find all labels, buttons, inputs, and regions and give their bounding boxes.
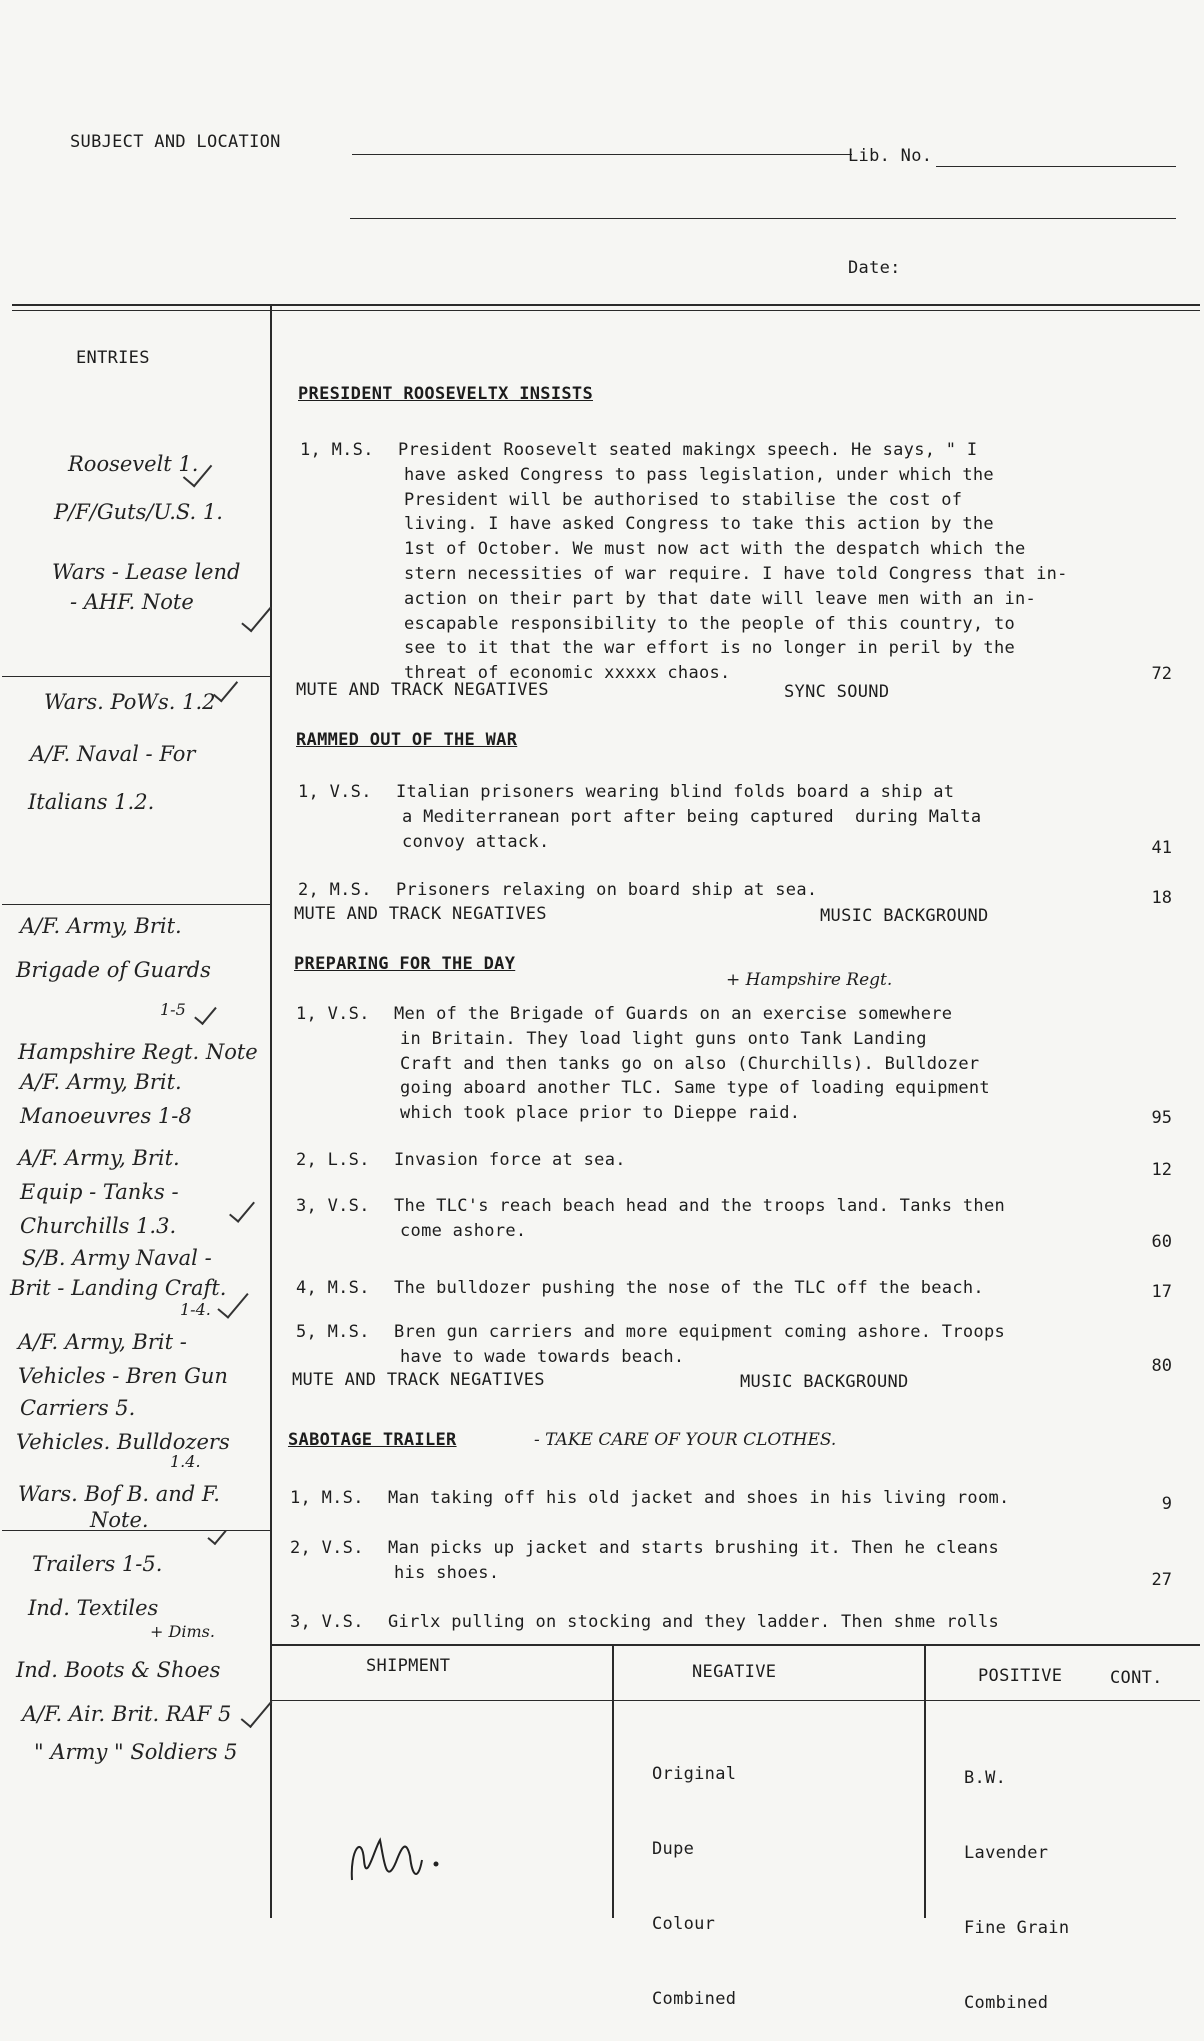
shot-description-line: The TLC's reach beach head and the troops land. Tanks then [394, 1196, 1006, 1216]
entry-line: Italians 1.2. [28, 790, 155, 814]
shot-description-line: Girlx pulling on stocking and they ladder. Then shme rolls [388, 1612, 1000, 1632]
sound-type-label: SYNC SOUND [784, 682, 890, 702]
entry-line: Vehicles. Bulldozers [16, 1430, 230, 1454]
shot-description-line: in Britain. They load light guns onto Tank Landing [400, 1028, 927, 1049]
shot-description-line: have asked Congress to pass legislation, under which the [404, 464, 994, 485]
sound-track-label: MUTE AND TRACK NEGATIVES [294, 904, 547, 924]
entry-line: 1.4. [170, 1452, 201, 1471]
shot-description-line: which took place prior to Dieppe raid. [400, 1103, 801, 1124]
shot-description-line: convoy attack. [402, 831, 550, 852]
footer-rule [270, 1644, 1200, 1646]
negative-option: Colour [652, 1914, 716, 1934]
shot-description-line: living. I have asked Congress to take this action by the [404, 514, 994, 535]
shot-label: 3, V.S. [290, 1612, 364, 1632]
shot-label: 1, V.S. [296, 1004, 370, 1024]
story-title: SABOTAGE TRAILER [288, 1430, 457, 1450]
entry-line: Roosevelt 1. [68, 452, 199, 476]
shot-label: 1, M.S. [290, 1488, 364, 1508]
entry-line: Manoeuvres 1-8 [20, 1104, 192, 1128]
entry-line: Ind. Boots & Shoes [16, 1658, 221, 1682]
shot-description-line: President will be authorised to stabilise the cost of [404, 489, 963, 510]
positive-option: Combined [964, 1993, 1049, 2013]
entry-line: Ind. Textiles [28, 1596, 159, 1620]
entry-line: Wars. PoWs. 1.2 [44, 690, 216, 714]
positive-option: B.W. [964, 1768, 1007, 1788]
shot-label: 2, L.S. [296, 1150, 370, 1170]
subject-label: SUBJECT AND LOCATION [70, 132, 281, 152]
check-mark-icon [229, 1195, 255, 1223]
shot-description-line: action on their part by that date will leave men with an in- [404, 588, 1037, 609]
positive-label: POSITIVE [978, 1666, 1063, 1686]
shot-description-line: see to it that the war effort is no longer in peril by the [404, 638, 1016, 659]
entry-line: Hampshire Regt. Note [18, 1040, 258, 1064]
negative-options [652, 1712, 736, 2037]
initials-signature [340, 1820, 450, 1900]
shot-description-line: Man taking off his old jacket and shoes in his living room. [388, 1488, 1010, 1508]
negative-option: Combined [652, 1989, 737, 2009]
story-title: PRESIDENT ROOSEVELTX INSISTS [298, 384, 593, 404]
entry-line: 1-5 [160, 1000, 186, 1019]
check-mark-icon [207, 1525, 226, 1545]
shot-label: 1, V.S. [298, 782, 372, 802]
header-rule-2 [12, 310, 1200, 311]
shot-description-line: stern necessities of war require. I have told Congress that in- [404, 564, 1068, 584]
sound-type-label: MUSIC BACKGROUND [820, 906, 989, 926]
entry-line: S/B. Army Naval - [22, 1246, 212, 1270]
shot-label: 4, M.S. [296, 1278, 370, 1298]
shot-description-line: President Roosevelt seated makingx speech. He says, " I [398, 440, 978, 460]
entry-line: Note. [90, 1508, 149, 1532]
entry-line: A/F. Army, Brit - [18, 1330, 187, 1354]
shot-description-line: 1st of October. We must now act with the despatch which the [404, 539, 1026, 560]
shot-description-line: Invasion force at sea. [394, 1150, 626, 1170]
story-annotation: + Hampshire Regt. [726, 970, 893, 990]
entry-line: A/F. Army, Brit. [18, 1146, 180, 1170]
shot-description-line: his shoes. [394, 1562, 500, 1583]
shot-label: 1, M.S. [300, 440, 374, 460]
entry-line: A/F. Air. Brit. RAF 5 [22, 1702, 232, 1726]
footer-divider-1 [612, 1644, 614, 1918]
entry-separator [2, 904, 270, 905]
sound-type-label: MUSIC BACKGROUND [740, 1372, 909, 1392]
entry-line: A/F. Army, Brit. [20, 914, 182, 938]
shot-description-line: Men of the Brigade of Guards on an exercise somewhere [394, 1004, 953, 1024]
footage-count: 72 [1151, 664, 1172, 684]
entry-line: A/F. Naval - For [30, 742, 196, 766]
shot-description-line: going aboard another TLC. Same type of loading equipment [400, 1078, 990, 1099]
entry-line: Churchills 1.3. [20, 1214, 177, 1238]
entry-line: + Dims. [150, 1622, 215, 1641]
footage-count: 27 [1151, 1570, 1172, 1590]
shot-description-line: Bren gun carriers and more equipment coming ashore. Troops [394, 1322, 1006, 1342]
positive-options [964, 1716, 1069, 2041]
shot-description-line: Italian prisoners wearing blind folds board a ship at [396, 782, 955, 802]
entry-line: - AHF. Note [70, 590, 194, 614]
entry-line: Brit - Landing Craft. [10, 1276, 227, 1300]
shot-description-line: have to wade towards beach. [400, 1346, 685, 1367]
story-title: RAMMED OUT OF THE WAR [296, 730, 518, 750]
footage-count: 41 [1151, 838, 1172, 858]
shot-description-line: Craft and then tanks go on also (Churchills). Bulldozer [400, 1053, 980, 1074]
entry-line: Trailers 1-5. [32, 1552, 163, 1576]
entry-line: Carriers 5. [20, 1396, 136, 1420]
subject-line-2 [350, 218, 1176, 219]
shot-description-line: escapable responsibility to the people of this country, to [404, 613, 1016, 634]
entry-line: Wars. Bof B. and F. [18, 1482, 220, 1506]
entry-line: Equip - Tanks - [20, 1180, 179, 1204]
entry-line: " Army " Soldiers 5 [34, 1740, 238, 1764]
story-annotation: - TAKE CARE OF YOUR CLOTHES. [534, 1430, 837, 1450]
check-mark-icon [213, 675, 238, 702]
shot-label: 5, M.S. [296, 1322, 370, 1342]
footage-count: 17 [1151, 1282, 1172, 1302]
negative-option: Original [652, 1764, 737, 1784]
shot-description-line: a Mediterranean port after being captured during Malta [402, 806, 982, 827]
shot-label: 3, V.S. [296, 1196, 370, 1216]
entry-line: Wars - Lease lend [52, 560, 241, 584]
header-rule [12, 304, 1200, 306]
entry-line: 1-4. [180, 1300, 211, 1319]
sound-track-label: MUTE AND TRACK NEGATIVES [296, 680, 549, 700]
negative-option: Dupe [652, 1839, 695, 1859]
positive-option: Fine Grain [964, 1918, 1070, 1938]
check-mark-icon [241, 1694, 273, 1729]
footage-count: 95 [1151, 1108, 1172, 1128]
shot-label: 2, V.S. [290, 1538, 364, 1558]
footer-header-rule [270, 1700, 1200, 1701]
entry-line: A/F. Army, Brit. [20, 1070, 182, 1094]
shipment-label: SHIPMENT [366, 1656, 451, 1676]
cont-label: CONT. [1110, 1668, 1163, 1688]
check-mark-icon [194, 1001, 216, 1025]
entries-label: ENTRIES [76, 348, 150, 368]
shot-description-line: Prisoners relaxing on board ship at sea. [396, 880, 818, 900]
entry-line: Brigade of Guards [16, 958, 211, 982]
lib-no-label: Lib. No. [848, 146, 933, 166]
sound-track-label: MUTE AND TRACK NEGATIVES [292, 1370, 545, 1390]
entry-line: P/F/Guts/U.S. 1. [54, 500, 223, 524]
shot-description-line: The bulldozer pushing the nose of the TLC off the beach. [394, 1278, 984, 1298]
footage-count: 80 [1151, 1356, 1172, 1376]
footage-count: 9 [1161, 1494, 1172, 1514]
check-mark-icon [241, 599, 272, 632]
entries-divider [270, 306, 272, 1918]
footer-divider-2 [924, 1644, 926, 1918]
negative-label: NEGATIVE [692, 1662, 777, 1682]
entry-line: Vehicles - Bren Gun [18, 1364, 228, 1388]
shot-label: 2, M.S. [298, 880, 372, 900]
footage-count: 18 [1151, 888, 1172, 908]
footage-count: 60 [1151, 1232, 1172, 1252]
positive-option: Lavender [964, 1843, 1049, 1863]
shot-description-line: Man picks up jacket and starts brushing it. Then he cleans [388, 1538, 1000, 1558]
date-label: Date: [848, 258, 901, 278]
footage-count: 12 [1151, 1160, 1172, 1180]
story-title: PREPARING FOR THE DAY [294, 954, 516, 974]
lib-no-underline [936, 166, 1176, 167]
subject-underline [352, 154, 852, 155]
shot-description-line: threat of economic xxxxx chaos. [404, 663, 731, 684]
shot-description-line: come ashore. [400, 1220, 527, 1241]
